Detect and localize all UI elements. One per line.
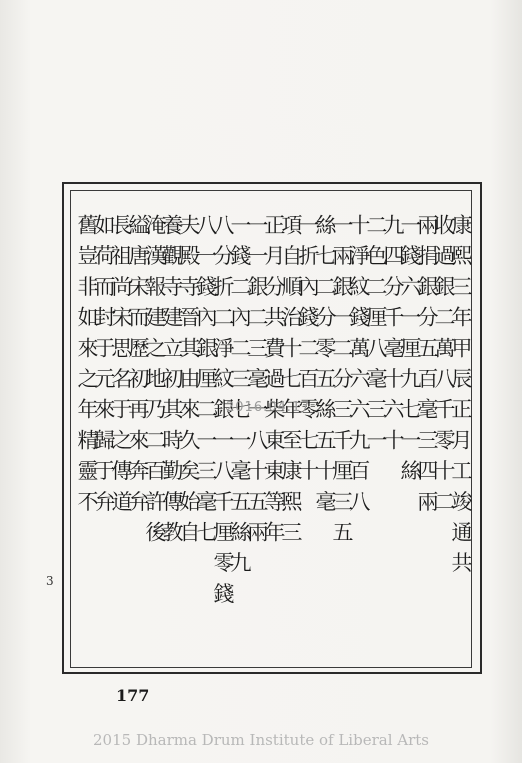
date-stamp: 2016.04.17 bbox=[226, 400, 311, 415]
text-column: 舊豈非如來之年精靈不 bbox=[75, 214, 99, 521]
text-column: 一兩銀一二分三千厘三五 bbox=[330, 214, 354, 552]
text-column: 縊唐宋而歷初再來奔弁 bbox=[126, 214, 150, 521]
text-column: 一錢六一厘九七一絲 bbox=[398, 214, 422, 491]
text-column: 八一錢內銀厘二一三毫七 bbox=[194, 214, 218, 552]
text-column: 長祖尚宋思名于之傳道 bbox=[109, 214, 133, 521]
watermark: 2015 Dharma Drum Institute of Liberal Arts bbox=[93, 731, 429, 749]
text-column: 正月分共費過柴東東等年 bbox=[262, 214, 286, 552]
text-column: 九四分千毫十六十 bbox=[381, 214, 405, 460]
text-column: 二色二厘八毫三一 bbox=[364, 214, 388, 460]
text-column: 八分折二淨紋銀一八千厘零錢 bbox=[211, 214, 235, 614]
text-column: 一折內錢二百零七十 bbox=[296, 214, 320, 491]
text-column: 一一銀二三毫一八十五兩 bbox=[245, 214, 269, 552]
text-column: 絲七二分零五絲五十毫 bbox=[313, 214, 337, 521]
text-column: 兩捐銀分五百毫三四兩 bbox=[415, 214, 439, 521]
text-column: 收過銀二萬八千零十二 bbox=[432, 214, 456, 521]
text-column: 康熙三年甲辰正月工竣通共 bbox=[449, 214, 473, 583]
text-column: 淹漢報建之地乃二百許後 bbox=[143, 214, 167, 552]
page-number: 177 bbox=[116, 686, 150, 705]
margin-mark: 3 bbox=[46, 574, 54, 588]
text-column: 如荷而封于元來歸于弁 bbox=[92, 214, 116, 521]
text-column: 十淨紋錢萬六六九百八 bbox=[347, 214, 371, 521]
text-column: 項自順治十七年至康熙三 bbox=[279, 214, 303, 552]
text-column: 一錢二內二三七一毫五絲九 bbox=[228, 214, 252, 583]
text-column: 夫殿寺晉其由來久矣始自 bbox=[177, 214, 201, 552]
text-column: 養觀寺建立初其時勤傳教 bbox=[160, 214, 184, 552]
